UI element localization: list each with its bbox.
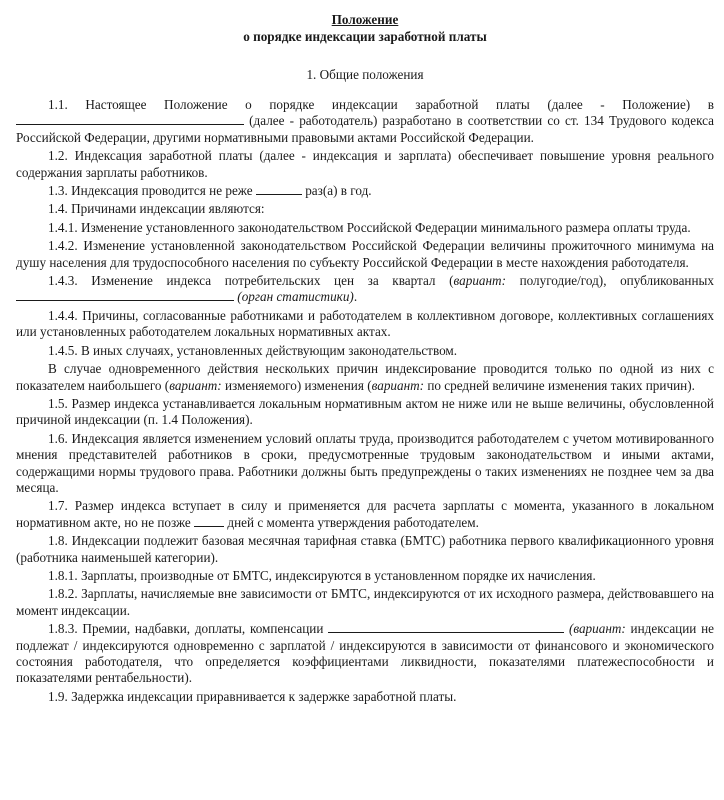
paragraph-1-8-1: 1.8.1. Зарплаты, производные от БМТС, индексируются в установленном порядке их начисления. [48,567,596,583]
blank-field [328,621,564,633]
paragraph-1-4-3 [16,273,714,306]
paragraph-text: 1.8.3. Премии, надбавки, доплаты, компенсации [48,621,324,637]
paragraph-1-8-3 [16,621,714,687]
paragraph-1-2: 1.2. Индексация заработной платы (далее - индексация и зарплата) обеспечивает повышение уровня реального содержания зарплаты работников. [16,148,714,180]
document-subtitle: о порядке индексации заработной платы [243,29,487,44]
blank-field [16,289,234,301]
variant-label: вариант: [169,377,222,393]
section-heading: 1. Общие положения [306,67,424,82]
variant-label: (вариант: [568,621,626,637]
paragraph-1-8-2: 1.8.2. Зарплаты, начисляемые вне зависимости от БМТС, индексируются от их исходного размера, действовавшего на момент индексации. [16,586,714,618]
paragraph-1-8: 1.8. Индексации подлежит базовая месячная тарифная ставка (БМТС) работника первого квалификационного уровня (работника наименьшей категории). [16,533,714,565]
variant-label: вариант: [453,273,506,289]
paragraph-1-4-5: 1.4.5. В иных случаях, установленных действующим законодательством. [48,342,458,358]
paragraph-text: индексации не подлежат / индексируются одновременно с зарплатой / индексируются в зависимости от финансового и экономического состояния работодателя, что определяется коэффициентами ликвидности, показателями платежеспособности и показателями рентабельности). [16,621,715,686]
paragraph-1-4: 1.4. Причинами индексации являются: [48,201,265,217]
paragraph-text: 1.3. Индексация проводится не реже [48,183,253,199]
paragraph-text: 1.4.3. Изменение индекса потребительских цен за квартал ( [48,273,454,289]
paragraph-1-7 [16,498,714,531]
paragraph-1-9: 1.9. Задержка индексации приравнивается к задержке заработной платы. [48,688,457,704]
paragraph-text: полугодие/год), опубликованных [505,273,714,289]
paragraph-1-4-2: 1.4.2. Изменение установленной законодательством Российской Федерации величины прожиточного минимума на душу населения для трудоспособного населения по субъекту Российской Федерации в месте нахождения работодателя. [16,238,714,270]
paragraph-text: 1.7. Размер индекса вступает в силу и применяется для расчета зарплаты с момента, указанного в локальном нормативном акте, но не позже [16,498,714,530]
paragraph-1-3 [16,183,714,199]
paragraph-text: (далее - работодатель) разработано в соответствии со ст. 134 Трудового кодекса Российской Федерации, другими нормативными правовыми актами Российской Федерации. [16,113,715,145]
organ-label: (орган статистики) [237,289,354,305]
paragraph-1-5: 1.5. Размер индекса устанавливается локальным нормативным актом не ниже или не выше величины, обусловленной причиной индексации (п. 1.4 Положения). [16,395,714,428]
paragraph-text: В случае одновременного действия нескольких причин индексирование проводится только по одной из них с показателем наибольшего ( [16,361,714,393]
paragraph-text: дней с момента утверждения работодателем. [227,514,479,530]
paragraph-text: изменяемого) изменения ( [221,377,372,393]
paragraph-1-4-4: 1.4.4. Причины, согласованные работниками и работодателем в коллективном договоре, коллективных соглашениях или установленных работодателем локальных нормативных актах. [16,307,714,340]
blank-field [256,183,302,195]
document-title: Положение [331,12,399,27]
blank-field [16,113,244,125]
blank-field [194,515,224,527]
paragraph-text: по средней величине изменения таких причин). [424,377,695,393]
paragraph-text: раз(а) в год. [305,183,372,199]
variant-label: вариант: [371,377,425,393]
paragraph-text: 1.1. Настоящее Положение о порядке индексации заработной платы (далее - Положение) в [48,97,714,112]
paragraph-text: . [353,289,358,305]
paragraph-1-1 [16,97,714,146]
paragraph-1-6: 1.6. Индексация является изменением условий оплаты труда, производится работодателем с учетом мотивированного мнения представителей работников в сроки, предусмотренные трудовым законодательством и иными актами, содержащими нормы трудового права. Работники должны быть предупреждены о таких изменениях не позднее чем за два месяца. [16,430,714,495]
paragraph-multiple-causes [16,361,714,394]
paragraph-1-4-1: 1.4.1. Изменение установленного законодательством Российской Федерации минимального размера оплаты труда. [48,219,691,235]
